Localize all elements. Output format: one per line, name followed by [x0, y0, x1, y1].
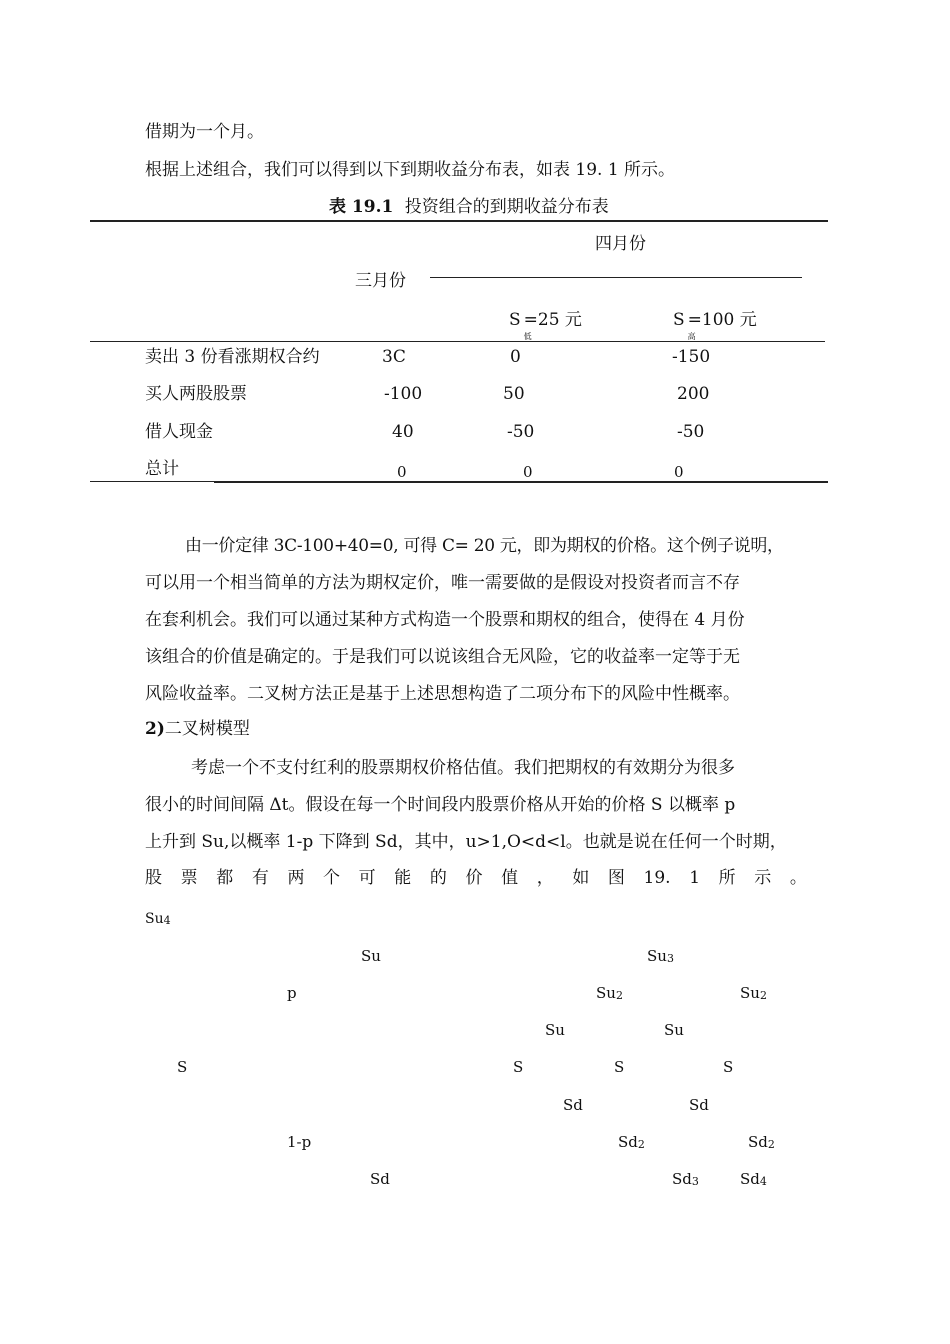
header-march: 三月份: [355, 271, 406, 291]
node-base: Sd: [748, 1133, 768, 1151]
header-s-low-subscript: 低: [523, 332, 532, 341]
node-base: Su: [145, 911, 164, 927]
row-low: 50: [503, 384, 525, 404]
row-march: -100: [384, 384, 423, 404]
tree-node-s: S: [614, 1058, 625, 1076]
paragraph-line: 由一价定律 3C-100+40=0, 可得 C= 20 元，即为期权的价格。这个例子说明，: [185, 536, 784, 556]
table-caption-text: 投资组合的到期收益分布表: [404, 197, 609, 217]
header-s-low-symbol: S: [509, 310, 521, 330]
paragraph-line: 可以用一个相当简单的方法为期权定价，唯一需要做的是假设对投资者而言不存: [145, 573, 740, 593]
paragraph-binomial: [145, 750, 807, 861]
row-low: 0: [523, 463, 533, 481]
table-top-rule: [90, 220, 828, 222]
section-heading-number: 2): [145, 719, 165, 739]
node-exponent: 3: [666, 952, 674, 965]
node-base: Sd: [618, 1133, 638, 1151]
paragraph-line: 上升到 Su,以概率 1-p 下降到 Sd，其中，u>1,O<d<l。也就是说在任何一个时期，: [145, 832, 787, 852]
tree-node-su: Su: [664, 1021, 684, 1039]
table-caption: [329, 199, 609, 216]
node-exponent: 3: [691, 1175, 699, 1188]
node-base: Sd: [672, 1170, 692, 1188]
spread-char: 票: [180, 868, 198, 888]
header-s-high-symbol: S: [673, 310, 685, 330]
spread-char: 个: [323, 868, 341, 888]
spread-char: 有: [251, 868, 269, 888]
spread-char: 。: [789, 868, 807, 888]
spread-char: 图: [607, 868, 625, 888]
section-heading: [145, 721, 250, 738]
tree-prob-1-minus-p: 1-p: [287, 1133, 312, 1151]
table-caption-number: 表 19.1: [329, 197, 394, 217]
tree-node-su2: [596, 986, 623, 1001]
paragraph-line: 考虑一个不支付红利的股票期权价格估值。我们把期权的有效期分为很多: [191, 758, 735, 778]
row-high: -50: [677, 422, 705, 442]
spread-char: 都: [216, 868, 234, 888]
paragraph-line: 风险收益率。二叉树方法正是基于上述思想构造了二项分布下的风险中性概率。: [145, 684, 740, 704]
table-header-rule: [90, 341, 825, 342]
section-heading-text: 二叉树模型: [164, 719, 250, 739]
row-label: 买人两股股票: [145, 384, 247, 404]
tree-node-su: Su: [545, 1021, 565, 1039]
tree-node-sd2: [618, 1135, 645, 1150]
node-exponent: 4: [759, 1175, 767, 1188]
tree-node-sd4: [740, 1172, 767, 1187]
row-low: 0: [510, 347, 521, 367]
tree-prob-p: p: [287, 984, 297, 1002]
row-high: -150: [672, 347, 711, 367]
row-label: 借人现金: [145, 422, 213, 442]
header-s-high: [673, 310, 757, 341]
row-march: 3C: [382, 347, 406, 367]
row-march: 40: [392, 422, 414, 442]
intro-line-2: 根据上述组合，我们可以得到以下到期收益分布表，如表 19. 1 所示。: [145, 160, 676, 180]
node-base: Su: [647, 947, 667, 965]
spread-char: 示: [754, 868, 772, 888]
tree-node-sd: Sd: [370, 1170, 390, 1188]
header-s-high-subscript: 高: [687, 332, 696, 341]
spread-char: 所: [718, 868, 736, 888]
node-exponent: 2: [759, 989, 767, 1002]
tree-node-sd3: [672, 1172, 699, 1187]
paragraph-line: 很小的时间间隔 Δt。假设在每一个时间段内股票价格从开始的价格 S 以概率 p: [145, 795, 736, 815]
spread-char: 两: [287, 868, 305, 888]
spread-char: ，: [536, 868, 554, 888]
tree-node-su3: [647, 949, 674, 964]
tree-node-su: Su: [361, 947, 381, 965]
spread-char: 1: [689, 868, 701, 888]
node-exponent: 4: [163, 914, 171, 927]
tree-node-su2: [740, 986, 767, 1001]
tree-node-sd: Sd: [689, 1096, 709, 1114]
tree-node-s: S: [513, 1058, 524, 1076]
tree-node-su4: [145, 912, 171, 926]
header-s-high-value: =100 元: [687, 310, 757, 330]
node-exponent: 2: [767, 1138, 775, 1151]
tree-node-s: S: [177, 1058, 188, 1076]
spread-char: 如: [572, 868, 590, 888]
header-s-low: [509, 310, 582, 341]
spread-char: 能: [394, 868, 412, 888]
tree-node-s: S: [723, 1058, 734, 1076]
paragraph-line: 在套利机会。我们可以通过某种方式构造一个股票和期权的组合，使得在 4 月份: [145, 610, 745, 630]
node-base: Su: [740, 984, 760, 1002]
tree-node-sd: Sd: [563, 1096, 583, 1114]
spread-char: 值: [501, 868, 519, 888]
spread-char: 价: [465, 868, 483, 888]
table-bottom-rule: [214, 481, 828, 483]
row-march: 0: [397, 463, 407, 481]
node-base: Sd: [740, 1170, 760, 1188]
paragraph-line: 该组合的价值是确定的。于是我们可以说该组合无风险，它的收益率一定等于无: [145, 647, 740, 667]
intro-line-1: 借期为一个月。: [145, 122, 264, 142]
spread-char: 19.: [643, 868, 671, 888]
spread-char: 的: [429, 868, 447, 888]
row-high: 200: [677, 384, 710, 404]
spread-justified-line: [145, 870, 807, 887]
paragraph-price-law: [145, 528, 807, 713]
header-s-low-value: =25 元: [523, 310, 582, 330]
row-high: 0: [674, 463, 684, 481]
header-april: 四月份: [595, 234, 646, 254]
spread-char: 可: [358, 868, 376, 888]
table-bottom-rule-left: [90, 481, 214, 482]
row-low: -50: [507, 422, 535, 442]
row-label: 卖出 3 份看涨期权合约: [145, 347, 320, 367]
node-base: Su: [596, 984, 616, 1002]
spread-char: 股: [145, 868, 162, 888]
node-exponent: 2: [615, 989, 623, 1002]
table-april-rule: [430, 277, 802, 278]
row-label: 总计: [145, 459, 179, 479]
node-exponent: 2: [637, 1138, 645, 1151]
tree-node-sd2: [748, 1135, 775, 1150]
